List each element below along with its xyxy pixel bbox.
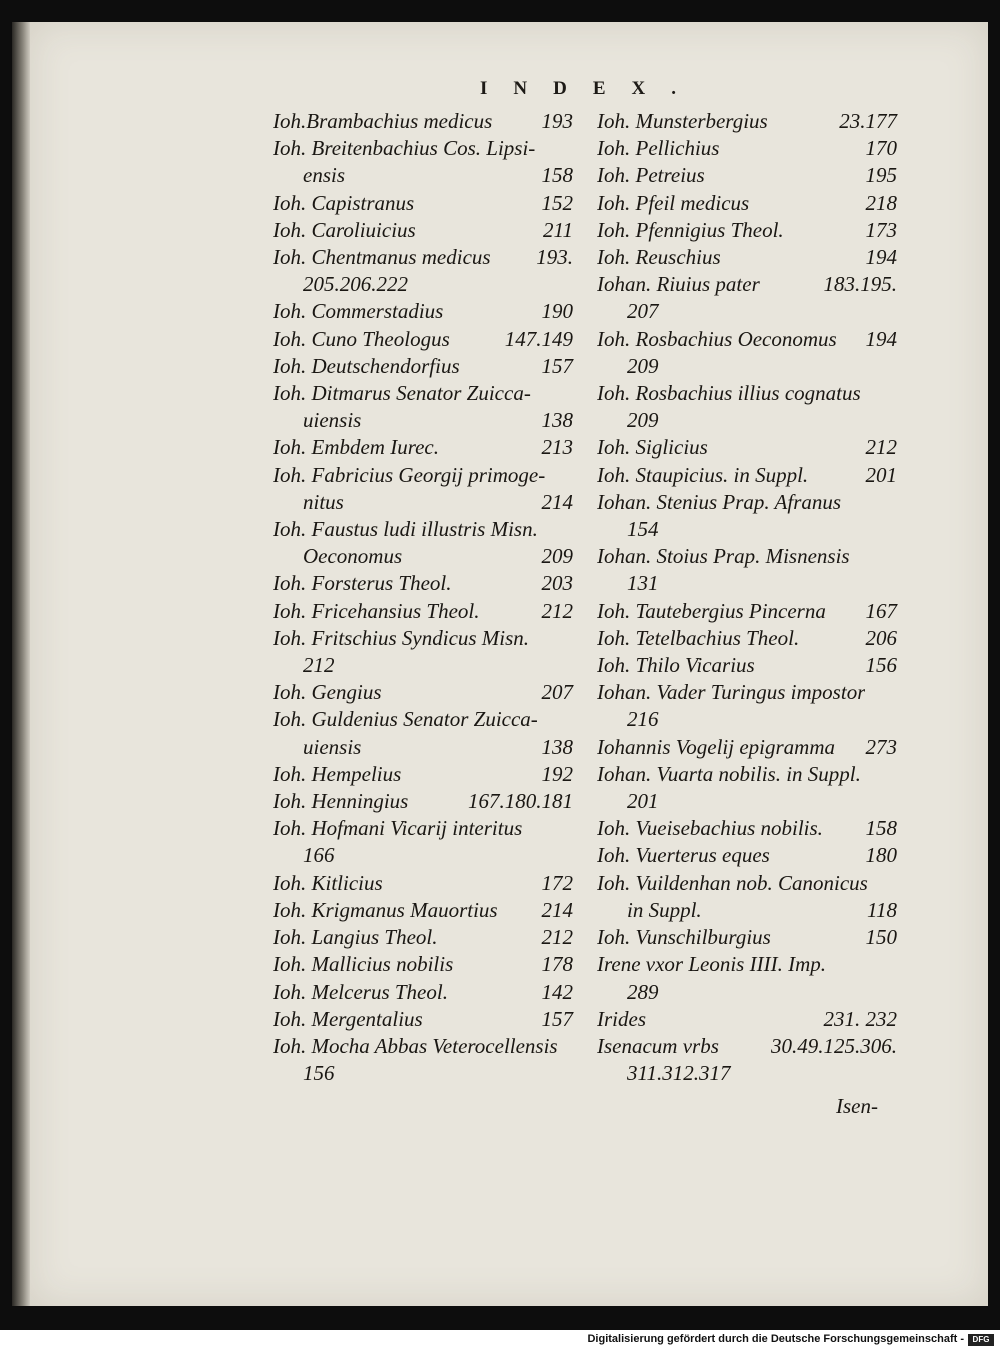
index-entry: [597, 217, 897, 244]
index-entry: [597, 489, 897, 543]
page-reference: 194: [865, 326, 897, 351]
index-entry: [273, 625, 573, 679]
entry-continuation: uiensis: [303, 408, 362, 433]
page-reference: 172: [541, 870, 573, 895]
page-reference: 212: [541, 598, 573, 623]
page-reference: 147.149: [504, 326, 573, 351]
entry-heading: Ioh. Fritschius Syndicus Misn.: [273, 625, 530, 650]
entry-heading: Ioh. Ditmarus Senator Zuicca-: [273, 381, 531, 406]
page-reference: 170: [865, 136, 897, 161]
index-entry: [273, 190, 573, 217]
entry-heading: Ioh.Brambachius medicus: [273, 109, 493, 133]
entry-heading: Ioh. Reuschius: [597, 245, 721, 270]
index-entry: [597, 434, 897, 461]
entry-continuation: Oeconomus: [303, 544, 403, 569]
index-entry: [273, 951, 573, 978]
index-entry: [273, 380, 573, 434]
entry-heading: Ioh. Rosbachius Oeconomus: [597, 326, 837, 351]
entry-heading: Ioh. Staupicius. in Suppl.: [597, 462, 809, 487]
page-reference: 193: [541, 109, 573, 133]
index-entry: [273, 570, 573, 597]
entry-heading: Iohannis Vogelij epigramma: [597, 734, 835, 759]
page-reference: 212: [541, 925, 573, 950]
page-reference-continued: 311.312.317: [627, 1061, 731, 1086]
index-entry: [273, 788, 573, 815]
index-entry: [273, 108, 573, 135]
entry-heading: Ioh. Guldenius Senator Zuicca-: [273, 707, 538, 732]
index-entry: [273, 897, 573, 924]
page-reference: 173: [865, 217, 897, 242]
index-entry: [597, 842, 897, 869]
index-entry: [597, 734, 897, 761]
page-reference: 142: [541, 979, 573, 1004]
page-reference: 118: [867, 897, 897, 922]
entry-heading: Irides: [597, 1006, 646, 1031]
entry-heading: Ioh. Tautebergius Pincerna: [597, 598, 826, 623]
index-entry: [597, 462, 897, 489]
index-entry: [597, 598, 897, 625]
entry-heading: Iohan. Riuius pater: [597, 272, 760, 297]
catchword: Isen-: [836, 1094, 878, 1118]
page-reference-continued: 212: [303, 653, 335, 678]
running-head: INDEX.: [480, 78, 702, 99]
entry-heading: Ioh. Vueisebachius nobilis.: [597, 816, 823, 841]
page-reference: 213: [541, 435, 573, 460]
entry-heading: Ioh. Chentmanus medicus: [273, 245, 491, 270]
entry-heading: Ioh. Deutschendorfius: [273, 353, 460, 378]
page-reference: 178: [541, 952, 573, 977]
entry-heading: Ioh. Cuno Theologus: [273, 326, 450, 351]
index-entry: [597, 135, 897, 162]
page-reference: 183.195.: [823, 272, 897, 297]
page-reference: 193.: [536, 245, 573, 270]
index-entry: [273, 462, 573, 516]
entry-heading: Ioh. Fricehansius Theol.: [273, 598, 480, 623]
entry-heading: Ioh. Commerstadius: [273, 299, 444, 324]
index-entry: [273, 298, 573, 325]
page-reference-continued: 154: [627, 517, 659, 542]
page-reference: 157: [541, 1006, 573, 1031]
entry-heading: Ioh. Krigmanus Mauortius: [273, 897, 498, 922]
page-reference-continued: 156: [303, 1061, 335, 1086]
entry-heading: Ioh. Pellichius: [597, 136, 720, 161]
index-entry: [273, 979, 573, 1006]
index-entry: [273, 815, 573, 869]
page-reference-continued: 216: [627, 707, 659, 732]
index-column-right: [597, 108, 897, 1087]
entry-heading: Ioh. Mallicius nobilis: [273, 952, 454, 977]
entry-heading: Ioh. Faustus ludi illustris Misn.: [273, 517, 538, 542]
page-reference: 195: [865, 163, 897, 188]
page-reference: 138: [541, 734, 573, 759]
index-entry: [273, 924, 573, 951]
page-reference: 192: [541, 761, 573, 786]
index-entry: [597, 951, 897, 1005]
index-entry: [273, 598, 573, 625]
index-entry: [273, 679, 573, 706]
entry-heading: Ioh. Mocha Abbas Veterocellensis: [273, 1033, 558, 1058]
page-reference: 209: [541, 544, 573, 569]
page-reference: 194: [865, 245, 897, 270]
page-reference: 156: [865, 653, 897, 678]
entry-heading: Ioh. Tetelbachius Theol.: [597, 625, 800, 650]
entry-heading: Ioh. Vunschilburgius: [597, 925, 771, 950]
page-reference: 158: [541, 163, 573, 188]
index-entry: [597, 870, 897, 924]
page-reference: 152: [541, 190, 573, 215]
dfg-logo: DFG: [968, 1334, 994, 1346]
page-reference-continued: 209: [627, 353, 659, 378]
page-reference-continued: 201: [627, 789, 659, 814]
page-reference: 167.180.181: [468, 789, 573, 814]
index-entry: [597, 326, 897, 380]
page-reference: 203: [541, 571, 573, 596]
funding-credit: Digitalisierung gefördert durch die Deutsche Forschungsgemeinschaft -: [587, 1333, 964, 1345]
index-entry: [273, 1033, 573, 1087]
entry-heading: Ioh. Munsterbergius: [597, 109, 768, 133]
page-reference-continued: 131: [627, 571, 659, 596]
index-entry: [597, 190, 897, 217]
entry-heading: Ioh. Hofmani Vicarij interitus: [273, 816, 523, 841]
index-entry: [273, 353, 573, 380]
entry-heading: Iohan. Vader Turingus impostor: [597, 680, 866, 705]
page-reference: 206: [865, 625, 897, 650]
index-entry: [597, 1033, 897, 1087]
entry-heading: Ioh. Rosbachius illius cognatus: [597, 381, 861, 406]
entry-heading: Ioh. Hempelius: [273, 761, 402, 786]
entry-heading: Ioh. Fabricius Georgij primoge-: [273, 462, 546, 487]
index-entry: [273, 434, 573, 461]
page-reference: 211: [543, 217, 573, 242]
page-reference: 30.49.125.306.: [771, 1033, 897, 1058]
entry-heading: Ioh. Vuildenhan nob. Canonicus: [597, 870, 868, 895]
page-reference: 167: [865, 598, 897, 623]
entry-continuation: in Suppl.: [627, 897, 702, 922]
entry-heading: Irene vxor Leonis IIII. Imp.: [597, 952, 826, 977]
index-entry: [273, 870, 573, 897]
page-reference: 190: [541, 299, 573, 324]
page-reference: 212: [865, 435, 897, 460]
page-reference: 180: [865, 843, 897, 868]
index-entry: [597, 625, 897, 652]
page-reference-continued: 209: [627, 408, 659, 433]
index-entry: [273, 244, 573, 298]
index-entry: [273, 761, 573, 788]
page-reference: 231. 232: [823, 1006, 897, 1031]
entry-heading: Ioh. Siglicius: [597, 435, 708, 460]
index-entry: [273, 326, 573, 353]
entry-heading: Ioh. Capistranus: [273, 190, 415, 215]
page-reference: 150: [865, 925, 897, 950]
page-reference: 214: [541, 897, 573, 922]
entry-continuation: nitus: [303, 489, 344, 514]
entry-heading: Ioh. Breitenbachius Cos. Lipsi-: [273, 136, 536, 161]
index-entry: [273, 1006, 573, 1033]
page-reference-continued: 207: [627, 299, 659, 324]
page-reference: 23.177: [839, 109, 897, 133]
index-entry: [273, 706, 573, 760]
index-entry: [597, 380, 897, 434]
index-entry: [273, 135, 573, 189]
index-entry: [597, 761, 897, 815]
page-reference-continued: 205.206.222: [303, 272, 408, 297]
index-entry: [597, 924, 897, 951]
entry-heading: Ioh. Langius Theol.: [273, 925, 438, 950]
page-reference: 218: [865, 190, 897, 215]
page-edge: [12, 22, 30, 1306]
index-entry: [597, 652, 897, 679]
entry-heading: Ioh. Caroliuicius: [273, 217, 416, 242]
entry-continuation: uiensis: [303, 734, 362, 759]
entry-heading: Iohan. Vuarta nobilis. in Suppl.: [597, 761, 861, 786]
page-reference: 157: [541, 353, 573, 378]
page-reference: 138: [541, 408, 573, 433]
page-reference: 214: [541, 489, 573, 514]
index-entry: [597, 679, 897, 733]
entry-heading: Ioh. Forsterus Theol.: [273, 571, 452, 596]
index-entry: [597, 543, 897, 597]
entry-heading: Iohan. Stoius Prap. Misnensis: [597, 544, 850, 569]
entry-heading: Ioh. Henningius: [273, 789, 409, 814]
entry-heading: Ioh. Pfeil medicus: [597, 190, 750, 215]
entry-heading: Ioh. Embdem Iurec.: [273, 435, 440, 460]
page-reference-continued: 166: [303, 843, 335, 868]
entry-heading: Ioh. Pfennigius Theol.: [597, 217, 784, 242]
entry-heading: Isenacum vrbs: [597, 1033, 719, 1058]
page-reference-continued: 289: [627, 979, 659, 1004]
entry-heading: Ioh. Vuerterus eques: [597, 843, 770, 868]
entry-heading: Ioh. Petreius: [597, 163, 705, 188]
index-entry: [273, 217, 573, 244]
page-reference: 207: [541, 680, 573, 705]
entry-heading: Ioh. Gengius: [273, 680, 382, 705]
index-entry: [597, 244, 897, 271]
entry-heading: Ioh. Thilo Vicarius: [597, 653, 755, 678]
entry-heading: Ioh. Mergentalius: [273, 1006, 423, 1031]
entry-heading: Ioh. Melcerus Theol.: [273, 979, 448, 1004]
index-entry: [597, 271, 897, 325]
page-reference: 273: [865, 734, 897, 759]
page-reference: 158: [865, 816, 897, 841]
index-entry: [597, 108, 897, 135]
entry-heading: Ioh. Kitlicius: [273, 870, 383, 895]
entry-continuation: ensis: [303, 163, 345, 188]
page-reference: 201: [865, 462, 897, 487]
index-entry: [597, 162, 897, 189]
index-column-left: [273, 108, 573, 1087]
index-entry: [597, 1006, 897, 1033]
index-entry: [273, 516, 573, 570]
index-entry: [597, 815, 897, 842]
entry-heading: Iohan. Stenius Prap. Afranus: [597, 489, 842, 514]
